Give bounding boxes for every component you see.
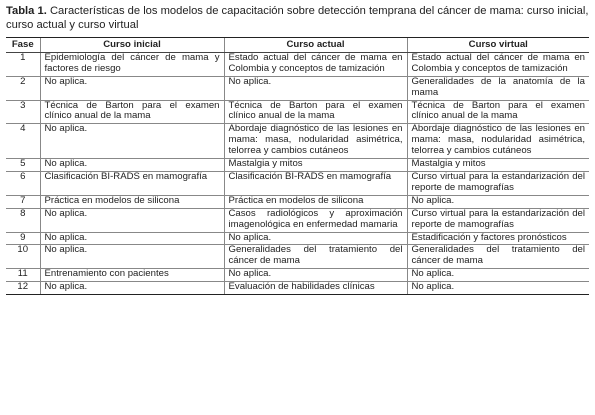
- cell-curso-virtual: Generalidades del tratamiento del cáncer de mama: [407, 245, 589, 269]
- cell-curso-inicial: No aplica.: [40, 76, 224, 100]
- table-row: [6, 282, 589, 295]
- cell-fase: 4: [6, 124, 40, 159]
- cell-curso-actual: Estado actual del cáncer de mama en Colombia y conceptos de tamización: [224, 52, 407, 76]
- header-curso-actual: Curso actual: [224, 38, 407, 53]
- cell-curso-inicial: Clasificación BI-RADS en mamografía: [40, 171, 224, 195]
- cell-curso-actual: Generalidades del tratamiento del cáncer de mama: [224, 245, 407, 269]
- cell-fase: 11: [6, 269, 40, 282]
- cell-curso-virtual: Abordaje diagnóstico de las lesiones en mama: masa, nodularidad asimétrica, telorrea y cambios cutáneos: [407, 124, 589, 159]
- cell-curso-inicial: Práctica en modelos de silicona: [40, 195, 224, 208]
- table-row: [6, 195, 589, 208]
- cell-curso-inicial: No aplica.: [40, 282, 224, 295]
- cell-fase: 5: [6, 159, 40, 172]
- cell-fase: 2: [6, 76, 40, 100]
- cell-curso-inicial: No aplica.: [40, 124, 224, 159]
- table-caption-text: Características de los modelos de capacitación sobre detección temprana del cáncer de mama: curso inicial, curso actual y curso virtual: [6, 5, 589, 31]
- cell-curso-virtual: No aplica.: [407, 269, 589, 282]
- cell-curso-actual: Mastalgia y mitos: [224, 159, 407, 172]
- table-row: [6, 52, 589, 76]
- cell-curso-actual: Casos radiológicos y aproximación imagenológica en enfermedad mamaria: [224, 208, 407, 232]
- cell-curso-actual: Abordaje diagnóstico de las lesiones en mama: masa, nodularidad asimétrica, telorrea y cambios cutáneos: [224, 124, 407, 159]
- cell-fase: 9: [6, 232, 40, 245]
- cell-curso-virtual: Curso virtual para la estandarización del reporte de mamografías: [407, 171, 589, 195]
- cell-fase: 7: [6, 195, 40, 208]
- table-row: [6, 269, 589, 282]
- table-row: [6, 159, 589, 172]
- cell-curso-actual: Evaluación de habilidades clínicas: [224, 282, 407, 295]
- cell-curso-actual: No aplica.: [224, 269, 407, 282]
- cell-curso-inicial: No aplica.: [40, 245, 224, 269]
- cell-curso-inicial: Epidemiología del cáncer de mama y factores de riesgo: [40, 52, 224, 76]
- table-row: [6, 124, 589, 159]
- cell-curso-virtual: Mastalgia y mitos: [407, 159, 589, 172]
- cell-curso-actual: Práctica en modelos de silicona: [224, 195, 407, 208]
- cell-fase: 1: [6, 52, 40, 76]
- table-row: [6, 232, 589, 245]
- cell-curso-inicial: Entrenamiento con pacientes: [40, 269, 224, 282]
- table-row: [6, 100, 589, 124]
- header-curso-virtual: Curso virtual: [407, 38, 589, 53]
- cell-curso-virtual: Generalidades de la anatomía de la mama: [407, 76, 589, 100]
- cell-curso-inicial: No aplica.: [40, 232, 224, 245]
- cell-curso-virtual: No aplica.: [407, 282, 589, 295]
- cell-curso-actual: No aplica.: [224, 232, 407, 245]
- cell-fase: 8: [6, 208, 40, 232]
- cell-curso-inicial: Técnica de Barton para el examen clínico anual de la mama: [40, 100, 224, 124]
- table-row: [6, 171, 589, 195]
- header-curso-inicial: Curso inicial: [40, 38, 224, 53]
- cell-curso-virtual: Estado actual del cáncer de mama en Colombia y conceptos de tamización: [407, 52, 589, 76]
- cell-fase: 12: [6, 282, 40, 295]
- header-fase: Fase: [6, 38, 40, 53]
- table-row: [6, 208, 589, 232]
- cell-fase: 10: [6, 245, 40, 269]
- cell-curso-inicial: No aplica.: [40, 208, 224, 232]
- cell-fase: 3: [6, 100, 40, 124]
- table-row: [6, 245, 589, 269]
- cell-curso-actual: No aplica.: [224, 76, 407, 100]
- cell-fase: 6: [6, 171, 40, 195]
- cell-curso-actual: Clasificación BI-RADS en mamografía: [224, 171, 407, 195]
- table-caption: [6, 4, 589, 32]
- table-caption-label: Tabla 1.: [6, 5, 47, 17]
- header-row: [6, 38, 589, 53]
- characteristics-table: [6, 37, 589, 295]
- cell-curso-virtual: Técnica de Barton para el examen clínico anual de la mama: [407, 100, 589, 124]
- cell-curso-virtual: Estadificación y factores pronósticos: [407, 232, 589, 245]
- cell-curso-inicial: No aplica.: [40, 159, 224, 172]
- cell-curso-virtual: No aplica.: [407, 195, 589, 208]
- cell-curso-virtual: Curso virtual para la estandarización del reporte de mamografías: [407, 208, 589, 232]
- cell-curso-actual: Técnica de Barton para el examen clínico anual de la mama: [224, 100, 407, 124]
- table-row: [6, 76, 589, 100]
